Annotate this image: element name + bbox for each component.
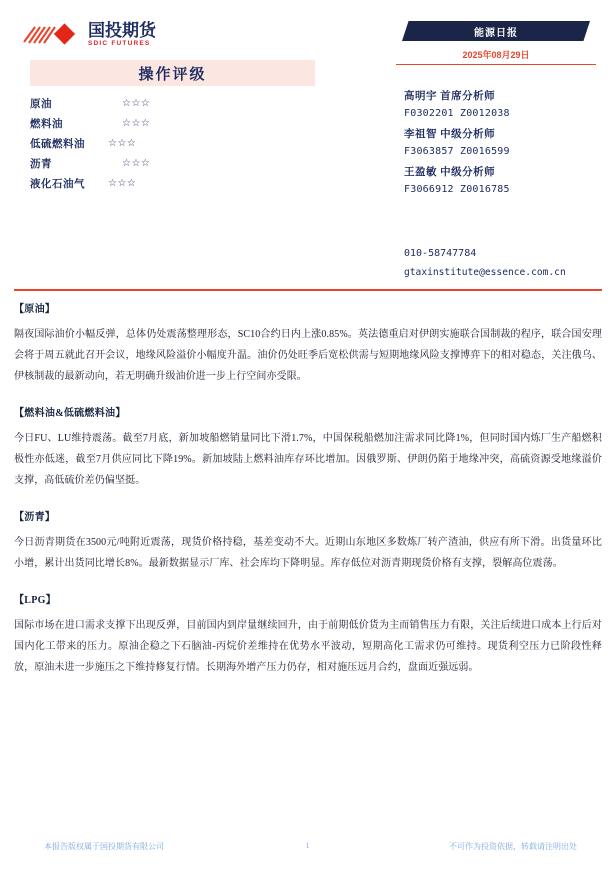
logo-company-name-cn: 国投期货 [88,21,156,41]
section-heading: 【LPG】 [14,595,57,606]
analyst-license-code: F0302201 Z0012038 [404,108,510,119]
section-heading: 【原油】 [14,304,56,315]
report-footer [0,838,615,860]
section-fuel-oil [14,404,602,491]
date-divider [396,64,596,65]
section-body: 国际市场在进口需求支撑下出现反弹，目前国内到岸量继续回升，由于前期低价货为主而销售压力有限，关注后续进口成本上行后对国内化工带来的压力。原油企稳之下石脑油-丙烷价差维持在优势水平波动，短期高化工需求仍可维持。现货利空压力已阶段性释放，原油未进一步施压之下维持修复行情。长期海外增产压力仍存，相对施压远月合约，盘面近强远弱。 [14,620,602,673]
analyst-list [404,88,614,202]
section-body: 隔夜国际油价小幅反弹，总体仍处震荡整理形态，SC10合约日内上涨0.85%。英法德重启对伊朗实施联合国制裁的程序，联合国安理会将于周五就此召开会议，地缘风险溢价小幅度升温。油价仍处旺季后宽松供需与短期地缘风险支撑博弈下的相对稳态，关注俄乌、伊核制裁的最新动向，若无明确升级油价进一步上行空间亦受限。 [14,329,602,382]
section-heading: 【燃料油&低硫燃料油】 [14,408,126,419]
section-heading: 【沥青】 [14,512,56,523]
rating-row [30,94,330,112]
analyst-name: 王盈敏 中级分析师 [404,167,496,178]
section-lpg [14,591,602,678]
rating-row [30,134,330,152]
section-body: 今日FU、LU维持震荡。截至7月底，新加坡船燃销量同比下滑1.7%，中国保税船燃加注需求同比降1%，但同时国内炼厂生产船燃积极性亦低迷，截至7月供应同比下降19%。新加坡陆上燃料油库存环比增加。因俄罗斯、伊朗仍陷于地缘冲突，高硫资源受地缘溢价支撑，高低硫价差仍偏坚挺。 [14,433,602,486]
header-divider [14,289,602,291]
section-asphalt [14,508,602,574]
rating-stars: ☆☆☆ [122,97,151,109]
footer-page-number: 1 [305,841,310,850]
report-header [0,0,615,292]
contact-phone: 010-58747784 [404,248,477,259]
footer-copyright: 本报告版权属于国投期货有限公司 [44,842,164,851]
rating-list [30,94,330,194]
rating-row [30,174,330,192]
analyst-name: 李祖智 中级分析师 [404,129,496,140]
report-date: 2025年08月29日 [462,50,530,60]
rating-commodity-name: 低硫燃料油 [30,138,85,150]
logo-diamond-icon [22,22,82,48]
banner-label: 能源日报 [474,27,518,39]
contact-block [404,248,614,286]
report-type-banner [402,21,590,41]
rating-commodity-name: 燃料油 [30,118,63,130]
rating-stars: ☆☆☆ [108,177,137,189]
report-content [14,300,602,695]
rating-panel-title: 操作评级 [138,66,207,83]
rating-row [30,154,330,172]
analyst-name: 高明宇 首席分析师 [404,91,496,102]
footer-disclaimer: 不可作为投资依据，转载请注明出处 [449,842,577,851]
section-body: 今日沥青期货在3500元/吨附近震荡，现货价格持稳，基差变动不大。近期山东地区多数炼厂转产渣油，供应有所下滑。出货量环比小增，累计出货同比增长8%。最新数据显示厂库、社会库均下降明显。库存低位对沥青期现货价格有支撑，裂解高位震荡。 [14,537,602,569]
rating-stars: ☆☆☆ [122,117,151,129]
contact-email[interactable]: gtaxinstitute@essence.com.cn [404,267,566,278]
rating-row [30,114,330,132]
rating-title-bar [30,60,315,86]
rating-stars: ☆☆☆ [108,137,137,149]
rating-commodity-name: 沥青 [30,158,52,170]
company-logo [22,22,156,48]
logo-company-name-en: SDIC FUTURES [88,40,151,48]
section-crude-oil [14,300,602,387]
rating-commodity-name: 原油 [30,98,52,110]
rating-stars: ☆☆☆ [122,157,151,169]
rating-commodity-name: 液化石油气 [30,178,85,190]
analyst-license-code: F3063857 Z0016599 [404,146,510,157]
analyst-license-code: F3066912 Z0016785 [404,184,510,195]
